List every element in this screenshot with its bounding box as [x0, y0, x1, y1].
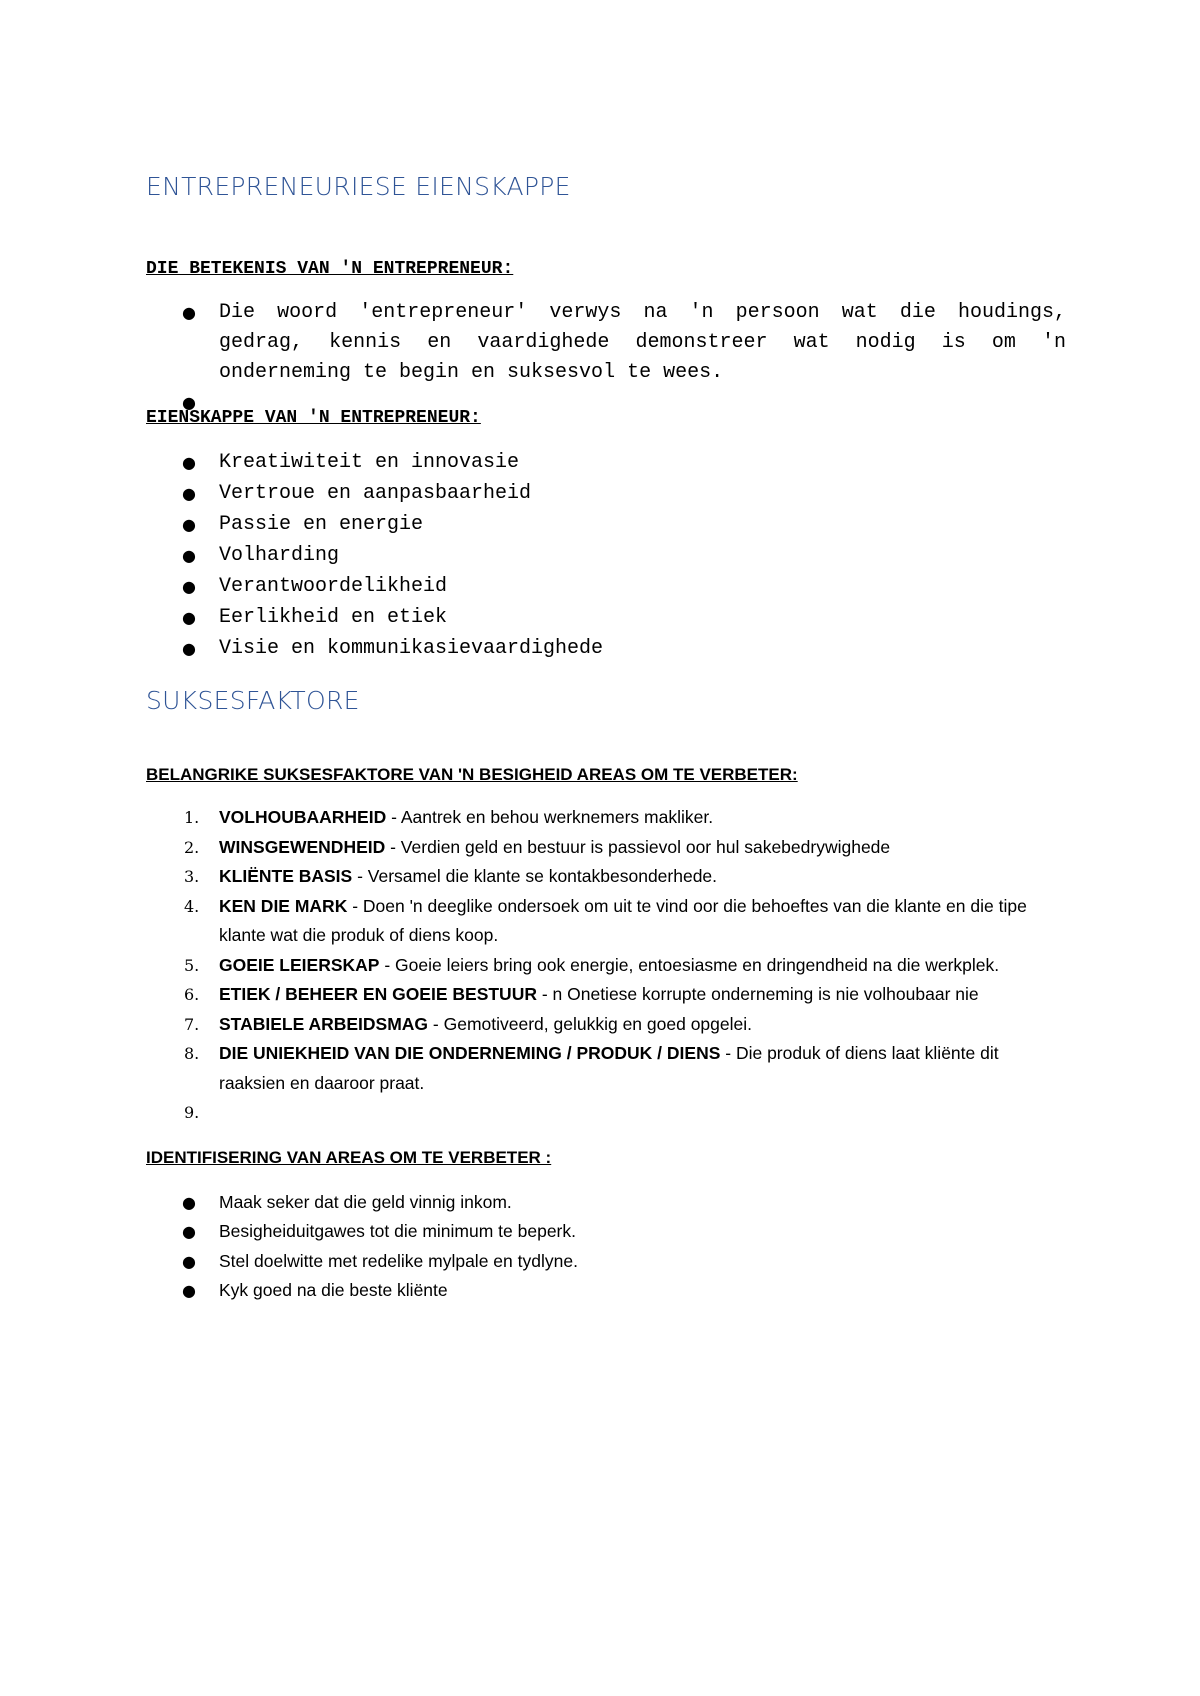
list-item	[146, 1247, 1066, 1277]
list-item-text: - n Onetiese korrupte onderneming is nie volhoubaar nie	[536, 984, 979, 1004]
list-number: 5.	[184, 955, 200, 975]
list-item	[146, 509, 1066, 540]
list-item-keyword: WINSGEWENDHEID	[219, 836, 386, 857]
list-item	[146, 862, 1066, 892]
areas-to-improve-list	[146, 1188, 1066, 1306]
list-item	[146, 980, 1066, 1010]
list-item-text: Die woord 'entrepreneur' verwys na 'n persoon wat die houdings, gedrag, kennis en vaardighede demonstreer wat nodig is om 'n onderneming te begin en suksesvol te wees.	[219, 301, 1066, 384]
heading-important-success-factors: BELANGRIKE SUKSESFAKTORE VAN 'N BESIGHEID AREAS OM TE VERBETER:	[146, 765, 798, 784]
list-item-keyword: KEN DIE MARK	[219, 895, 348, 916]
bullet-icon: ●	[182, 1192, 196, 1212]
success-factors-list	[146, 803, 1066, 1128]
list-item-text: Stel doelwitte met redelike mylpale en tydlyne.	[219, 1250, 578, 1271]
list-item	[146, 892, 1066, 951]
list-item-text: - Doen 'n deeglike ondersoek om uit te vind oor die behoeftes van die klante en die tipe klante wat die produk of diens koop.	[219, 895, 1027, 945]
list-item-text: - Verdien geld en bestuur is passievol oor hul sakebedrywighede	[385, 836, 891, 857]
bullet-icon: ●	[182, 577, 196, 596]
list-number: 8.	[184, 1044, 200, 1063]
list-item-text: - Aantrek en behou werknemers makliker.	[386, 807, 714, 827]
list-number: 2.	[184, 837, 200, 857]
list-item	[146, 1217, 1066, 1247]
list-item-keyword: VOLHOUBAARHEID	[219, 807, 387, 827]
list-number: 1.	[184, 808, 200, 827]
list-item	[146, 1039, 1066, 1098]
list-item	[146, 478, 1066, 509]
heading-entrepreneur-traits: EIENSKAPPE VAN 'N ENTREPRENEUR:	[146, 408, 481, 428]
bullet-icon: ●	[182, 453, 196, 472]
list-item-text: Eerlikheid en etiek	[219, 606, 448, 629]
list-item	[146, 833, 1066, 863]
list-item-text: Maak seker dat die geld vinnig inkom.	[219, 1191, 512, 1212]
list-item-text: - Die produk of diens laat kliënte dit raaksien en daaroor praat.	[219, 1043, 999, 1093]
list-number: 9.	[184, 1103, 200, 1122]
list-item	[146, 633, 1066, 664]
list-item-text: Passie en energie	[219, 513, 424, 536]
list-item-text: Visie en kommunikasievaardighede	[219, 637, 604, 660]
list-item-keyword: GOEIE LEIERSKAP	[219, 954, 380, 975]
list-number: 6.	[184, 985, 200, 1004]
bullet-icon: ●	[182, 1281, 196, 1300]
bullet-icon: ●	[182, 393, 196, 412]
list-number: 4.	[184, 896, 200, 916]
heading-meaning-of-entrepreneur: DIE BETEKENIS VAN 'N ENTREPRENEUR:	[146, 259, 514, 279]
list-number: 3.	[184, 867, 200, 886]
list-item-keyword: ETIEK / BEHEER EN GOEIE BESTUUR	[219, 984, 537, 1004]
document-content	[146, 172, 1066, 1306]
list-item-text: Vertroue en aanpasbaarheid	[219, 482, 532, 505]
heading-areas-to-improve: IDENTIFISERING VAN AREAS OM TE VERBETER :	[146, 1147, 552, 1167]
list-item-text: Kyk goed na die beste kliënte	[219, 1280, 448, 1300]
list-item-text: - Gemotiveerd, gelukkig en goed opgelei.	[428, 1013, 752, 1034]
list-item	[146, 602, 1066, 633]
bullet-icon: ●	[182, 546, 196, 565]
list-item-text: - Versamel die klante se kontakbesonderhede.	[352, 866, 718, 886]
list-item-text: Besigheiduitgawes tot die minimum te beperk.	[219, 1221, 576, 1241]
list-item	[146, 1276, 1066, 1306]
bullet-icon: ●	[182, 1251, 196, 1271]
section-title-entrepreneurial-traits: ENTREPRENEURIESE EIENSKAPPE	[146, 172, 571, 201]
bullet-icon: ●	[182, 515, 196, 534]
list-number: 7.	[184, 1014, 200, 1034]
list-item-keyword: KLIËNTE BASIS	[219, 866, 353, 886]
list-item	[146, 540, 1066, 571]
bullet-icon: ●	[182, 484, 196, 503]
list-item	[146, 803, 1066, 833]
list-item-keyword: STABIELE ARBEIDSMAG	[219, 1013, 429, 1034]
bullet-icon: ●	[182, 303, 196, 322]
list-item-text: - Goeie leiers bring ook energie, entoesiasme en dringendheid na die werkplek.	[379, 954, 1000, 975]
list-item	[146, 298, 1066, 388]
list-item	[146, 1188, 1066, 1218]
list-item-text: Volharding	[219, 544, 340, 567]
list-item	[146, 571, 1066, 602]
list-item-text: Verantwoordelikheid	[219, 575, 448, 598]
bullet-icon: ●	[182, 639, 196, 658]
traits-list	[146, 447, 1066, 664]
bullet-icon: ●	[182, 1222, 196, 1241]
meaning-list	[146, 298, 1066, 412]
section-title-success-factors: SUKSESFAKTORE	[146, 686, 360, 715]
list-item	[146, 951, 1066, 981]
list-item-keyword: DIE UNIEKHEID VAN DIE ONDERNEMING / PRODUK / DIENS	[219, 1043, 721, 1063]
list-item	[146, 447, 1066, 478]
list-item-text: Kreatiwiteit en innovasie	[219, 451, 520, 474]
list-item	[146, 1098, 1066, 1128]
list-item	[146, 1010, 1066, 1040]
bullet-icon: ●	[182, 608, 196, 627]
